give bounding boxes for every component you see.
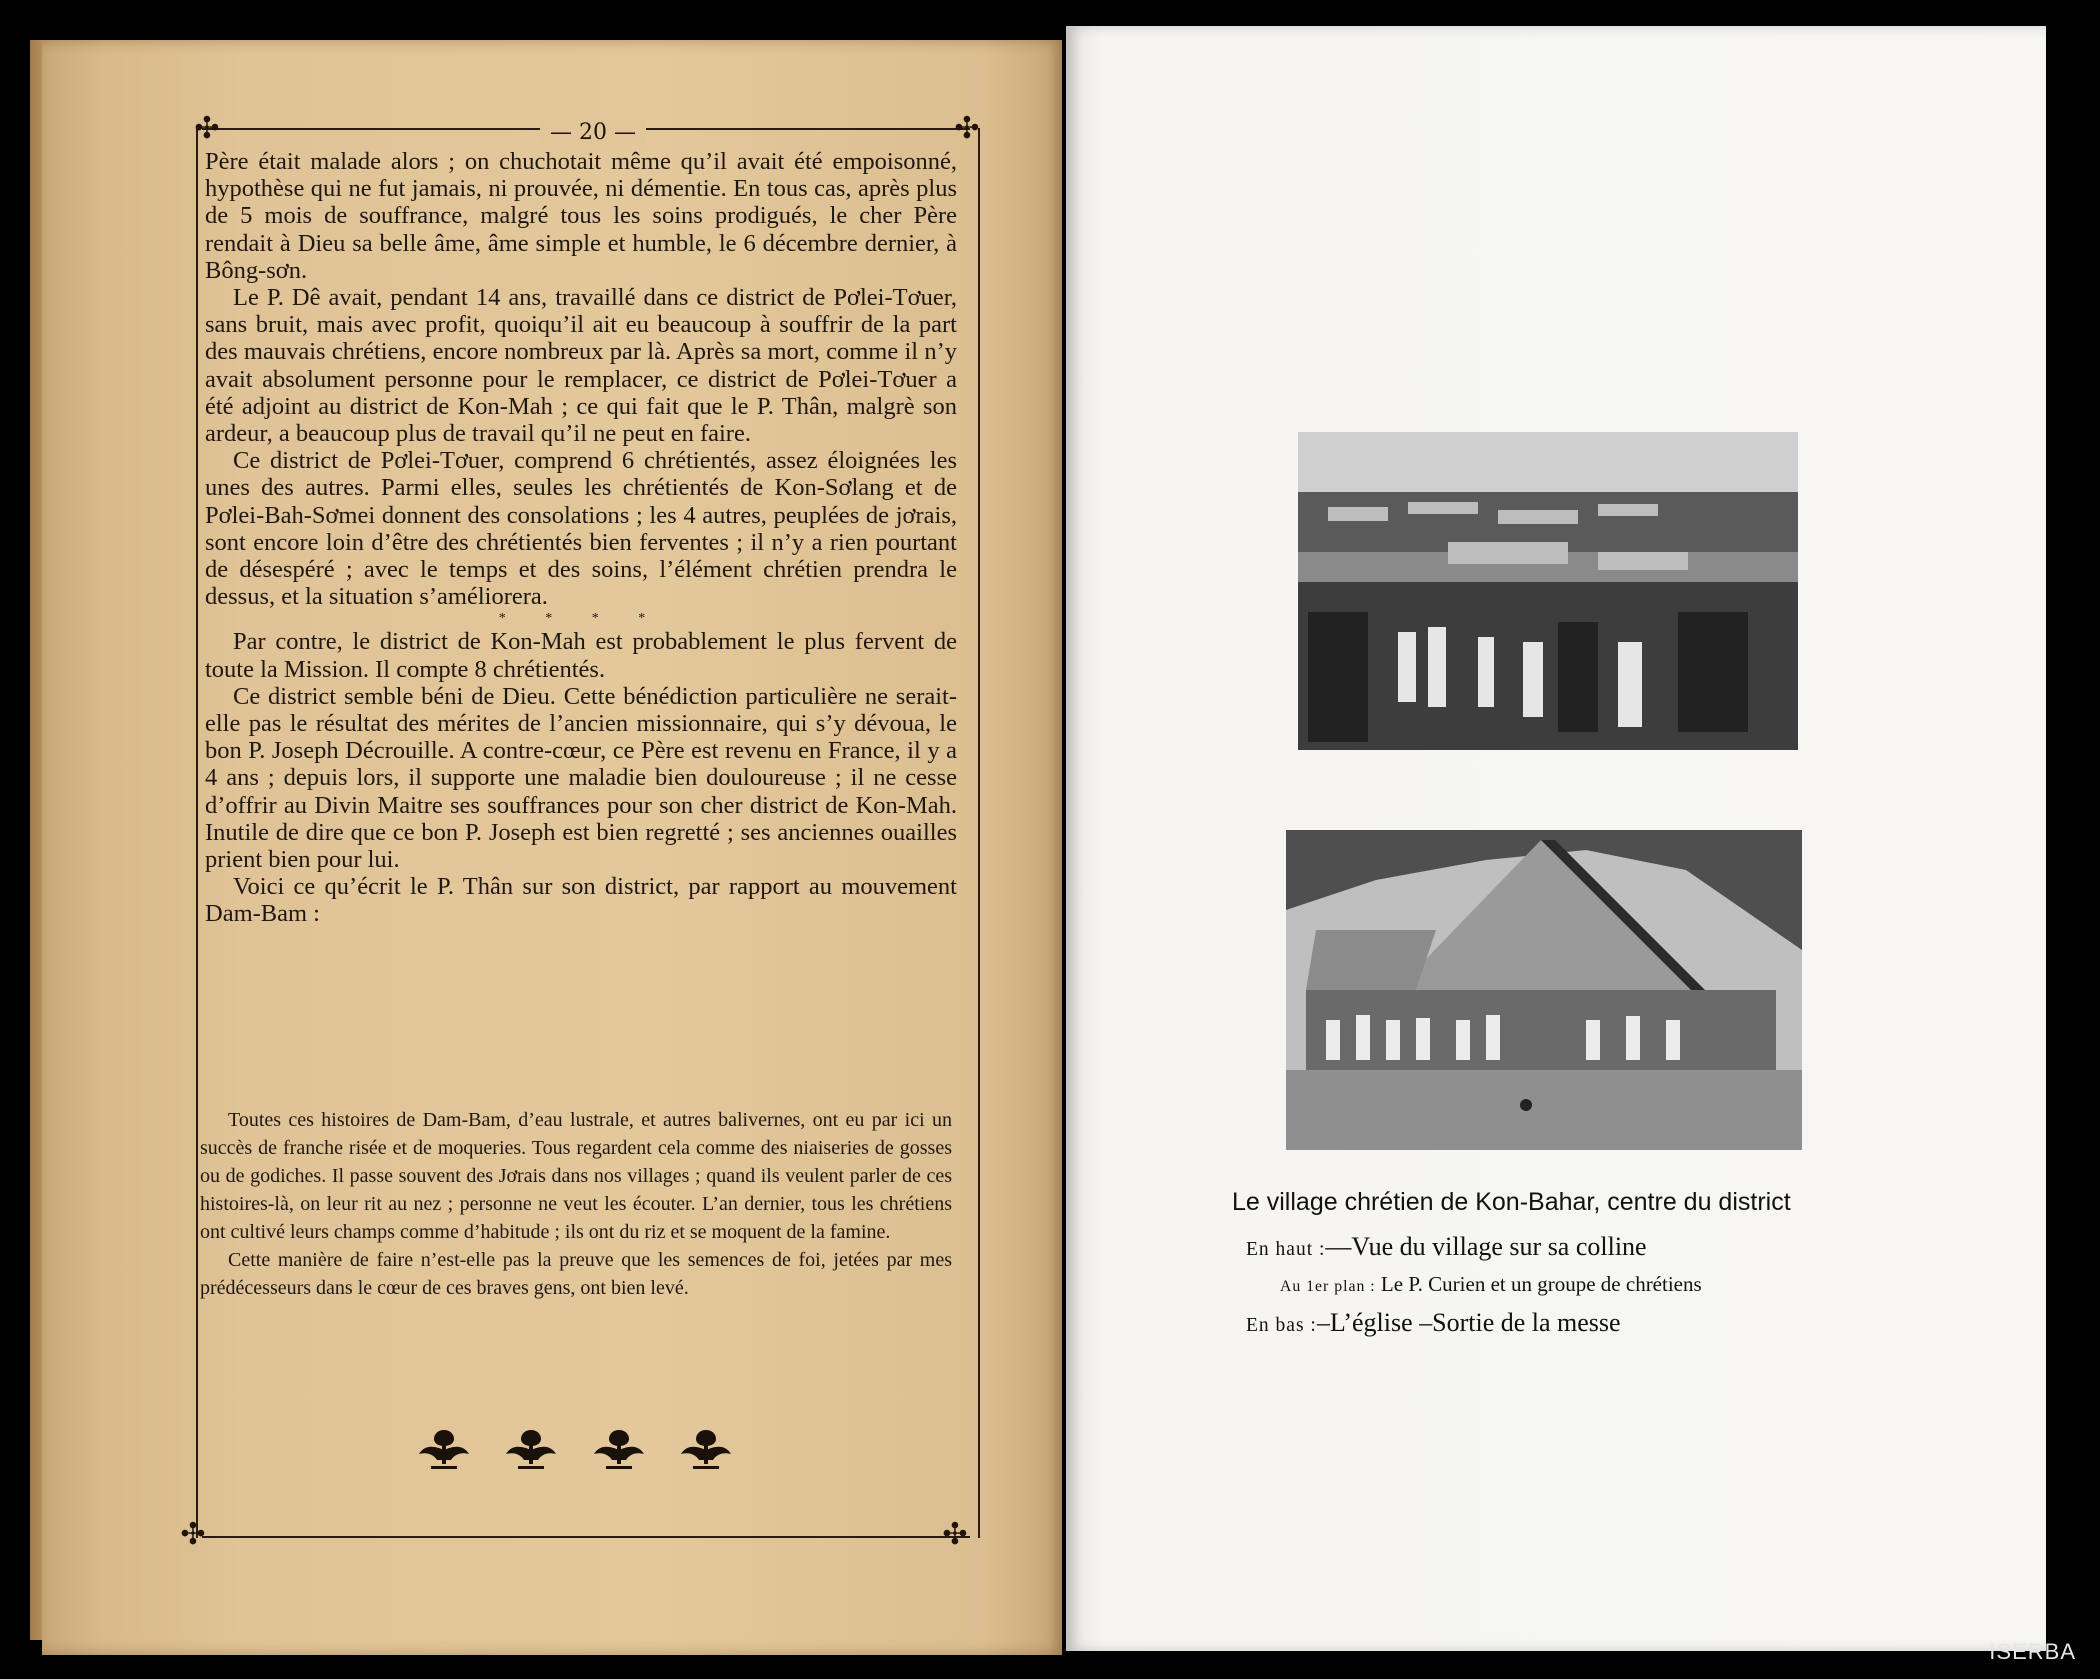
paragraph: Par contre, le district de Kon-Mah est probablement le plus fervent de toute la Mission. Il compte 8 chrétientés. (205, 628, 957, 683)
flower-icon (415, 1422, 473, 1470)
caption-plan-text: Le P. Curien et un groupe de chrétiens (1380, 1272, 1702, 1296)
flower-icon (502, 1422, 560, 1470)
page-number: — 20 — (540, 120, 646, 145)
village-photo (1298, 432, 1798, 750)
caption-plan-prefix: Au 1er plan : (1280, 1278, 1376, 1295)
corner-ornament-icon: ✣ (942, 1517, 968, 1552)
flower-icon (590, 1422, 648, 1470)
caption-plan (1280, 1272, 1702, 1297)
quote-paragraph: Cette manière de faire n’est-elle pas la preuve que les semences de foi, jetées par mes prédécesseurs dans le cœur de ces braves gens, ont bien levé. (200, 1249, 952, 1299)
body-text (205, 148, 957, 928)
paragraph: Voici ce qu’écrit le P. Thân sur son district, par rapport au mouvement Dam-Bam : (205, 873, 957, 928)
paragraph: Ce district semble béni de Dieu. Cette bénédiction particulière ne serait-elle pas le résultat des mérites de l’ancien missionnaire, qui s’y dévoua, le bon P. Joseph Décrouille. A contre-cœur, ce Père est revenu en France, il y a 4 ans ; depuis lors, il supporte une maladie bien douloureuse ; il ne cesse d’offrir au Divin Maitre ses souffrances pour son cher district de Kon-Mah. Inutile de dire que ce bon P. Joseph est bien regretté ; ses anciennes ouailles prient bien pour lui. (205, 682, 957, 874)
frame-bottom-rule (202, 1536, 970, 1538)
church-photo (1286, 830, 1802, 1150)
paragraph: Père était malade alors ; on chuchotait même qu’il avait été empoisonné, hypothèse qui ne fut jamais, ni prouvée, ni démentie. En tous cas, après plus de 5 mois de souffrance, malgré tous les soins prodigués, le cher Père rendait à Dieu sa belle âme, âme simple et humble, le 6 décembre dernier, à Bông-sơn. (205, 148, 957, 284)
watermark: ISERBA (1989, 1639, 2076, 1664)
paragraph: Ce district de Pơlei-Tơuer, comprend 6 chrétientés, assez éloignées les unes des autres. Parmi elles, seules les chrétientés de Kon-Sơlang et de Pơlei-Bah-Sơmei donnent des consolations ; les 4 autres, peuplées de jơrais, sont encore loin d’être des chrétientés bien ferventes ; il n’y a rien pourtant de désespéré ; avec le temps et des soins, l’élément chrétien prendra le dessus, et la situation s’améliorera. (205, 447, 957, 611)
caption-bottom (1246, 1308, 1621, 1338)
paragraph: Le P. Dê avait, pendant 14 ans, travaillé dans ce district de Pơlei-Tơuer, sans bruit, mais avec profit, quoiqu’il ait eu beaucoup à souffrir de la part des mauvais chrétiens, encore nombreux par là. Après sa mort, comme il n’y avait absolument personne pour le remplacer, ce district de Pơlei-Tơuer a été adjoint au district de Kon-Mah ; ce qui fait que le P. Thân, malgrè son ardeur, a beaucoup plus de travail qu’il ne peut en faire. (205, 284, 957, 448)
flower-ornaments (415, 1422, 735, 1472)
quoted-letter (200, 1106, 952, 1302)
corner-ornament-icon: ✣ (194, 111, 220, 146)
flower-icon (677, 1422, 735, 1470)
quote-paragraph: Toutes ces histoires de Dam-Bam, d’eau lustrale, et autres balivernes, ont eu par ici un succès de franche risée et de moqueries. Tous regardent cela comme des niaiseries de gosses ou de godiches. Il passe souvent des Jơrais dans nos villages ; quand ils veulent parler de ces histoires-là, on leur rit au nez ; personne ne veut les écouter. L’an dernier, tous les chrétiens ont cultivé leurs champs comme d’habitude ; ils ont du riz et se moquent de la famine. (200, 1109, 952, 1243)
corner-ornament-icon: ✣ (180, 1517, 206, 1552)
section-divider: * * * * (498, 611, 664, 627)
caption-bottom-text: –L’église –Sortie de la messe (1316, 1308, 1621, 1337)
corner-ornament-icon: ✣ (954, 111, 980, 146)
caption-bottom-prefix: En bas : (1246, 1315, 1317, 1336)
caption-top-text: —Vue du village sur sa colline (1325, 1232, 1647, 1261)
caption-title: Le village chrétien de Kon-Bahar, centre du district (1232, 1188, 1791, 1216)
caption-top-prefix: En haut : (1246, 1239, 1326, 1260)
caption-top (1246, 1232, 1647, 1262)
